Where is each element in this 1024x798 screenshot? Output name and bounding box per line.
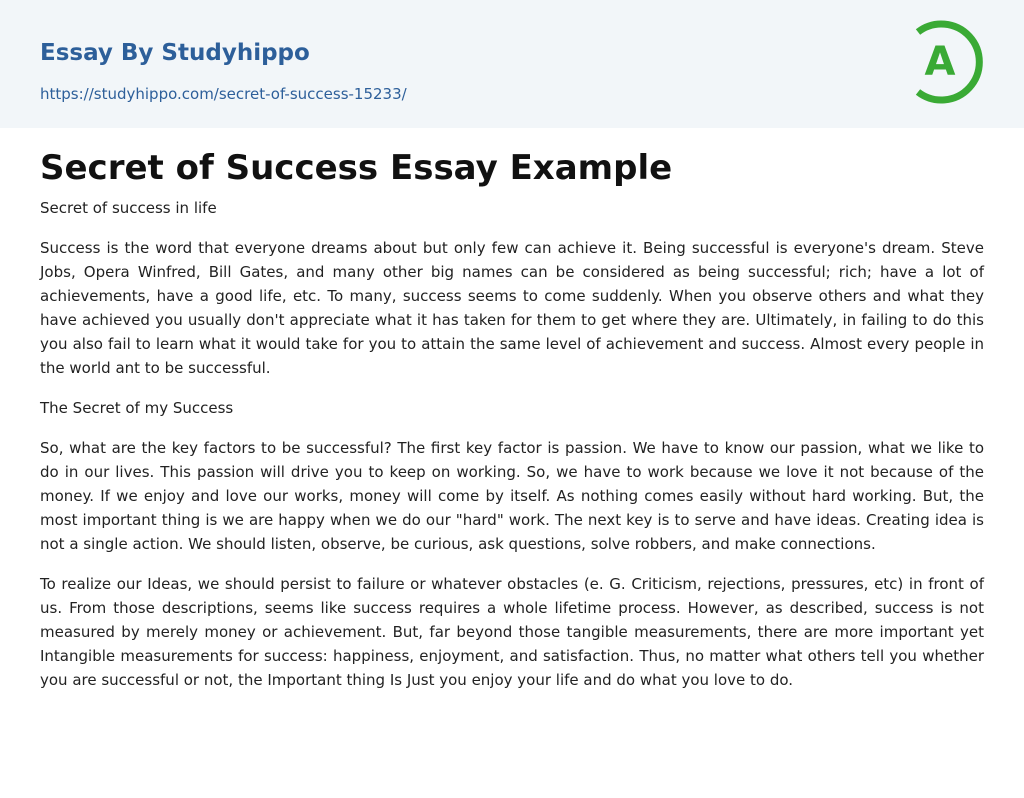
section-heading: The Secret of my Success [40, 399, 234, 417]
source-url-link[interactable]: https://studyhippo.com/secret-of-success-15233/ [40, 85, 407, 103]
studyhippo-logo-icon[interactable] [910, 18, 988, 106]
paragraph: Success is the word that everyone dreams about but only few can achieve it. Being successful is everyone's dream. Steve Jobs, Opera Winfred, Bill Gates, and many other big names can be considered as being successful; rich; have a lot of achievements, have a good life, etc. To many, success seems to come suddenly. When you observe others and what they have achieved you usually don't appreciate what it has taken for them to get where they are. Ultimately, in failing to do this you also fail to learn what it would take for you to attain the same level of achievement and success. Almost every people in the world ant to be successful. [40, 239, 984, 377]
site-header [0, 0, 1024, 128]
article [40, 140, 984, 708]
paragraph: To realize our Ideas, we should persist to failure or whatever obstacles (e. G. Criticism, rejections, pressures, etc) in front of us. From those descriptions, seems like success requires a whole lifetime process. However, as described, success is not measured by merely money or achievement. But, far beyond those tangible measurements, there are more important yet Intangible measurements for success: happiness, enjoyment, and satisfaction. Thus, no matter what others tell you whether you are successful or not, the Important thing Is Just you enjoy your life and do what you love to do. [40, 575, 984, 689]
page-title: Secret of Success Essay Example [40, 148, 673, 188]
logo-letter: A [924, 39, 956, 85]
brand-title[interactable]: Essay By Studyhippo [40, 40, 310, 66]
article-subtitle: Secret of success in life [40, 199, 217, 217]
paragraph: So, what are the key factors to be successful? The first key factor is passion. We have to know our passion, what we like to do in our lives. This passion will drive you to keep on working. So, we have to work because we love it not because of the money. If we enjoy and love our works, money will come by itself. As nothing comes easily without hard working. But, the most important thing is we are happy when we do our "hard" work. The next key is to serve and have ideas. Creating idea is not a single action. We should listen, observe, be curious, ask questions, solve robbers, and make connections. [40, 439, 984, 553]
